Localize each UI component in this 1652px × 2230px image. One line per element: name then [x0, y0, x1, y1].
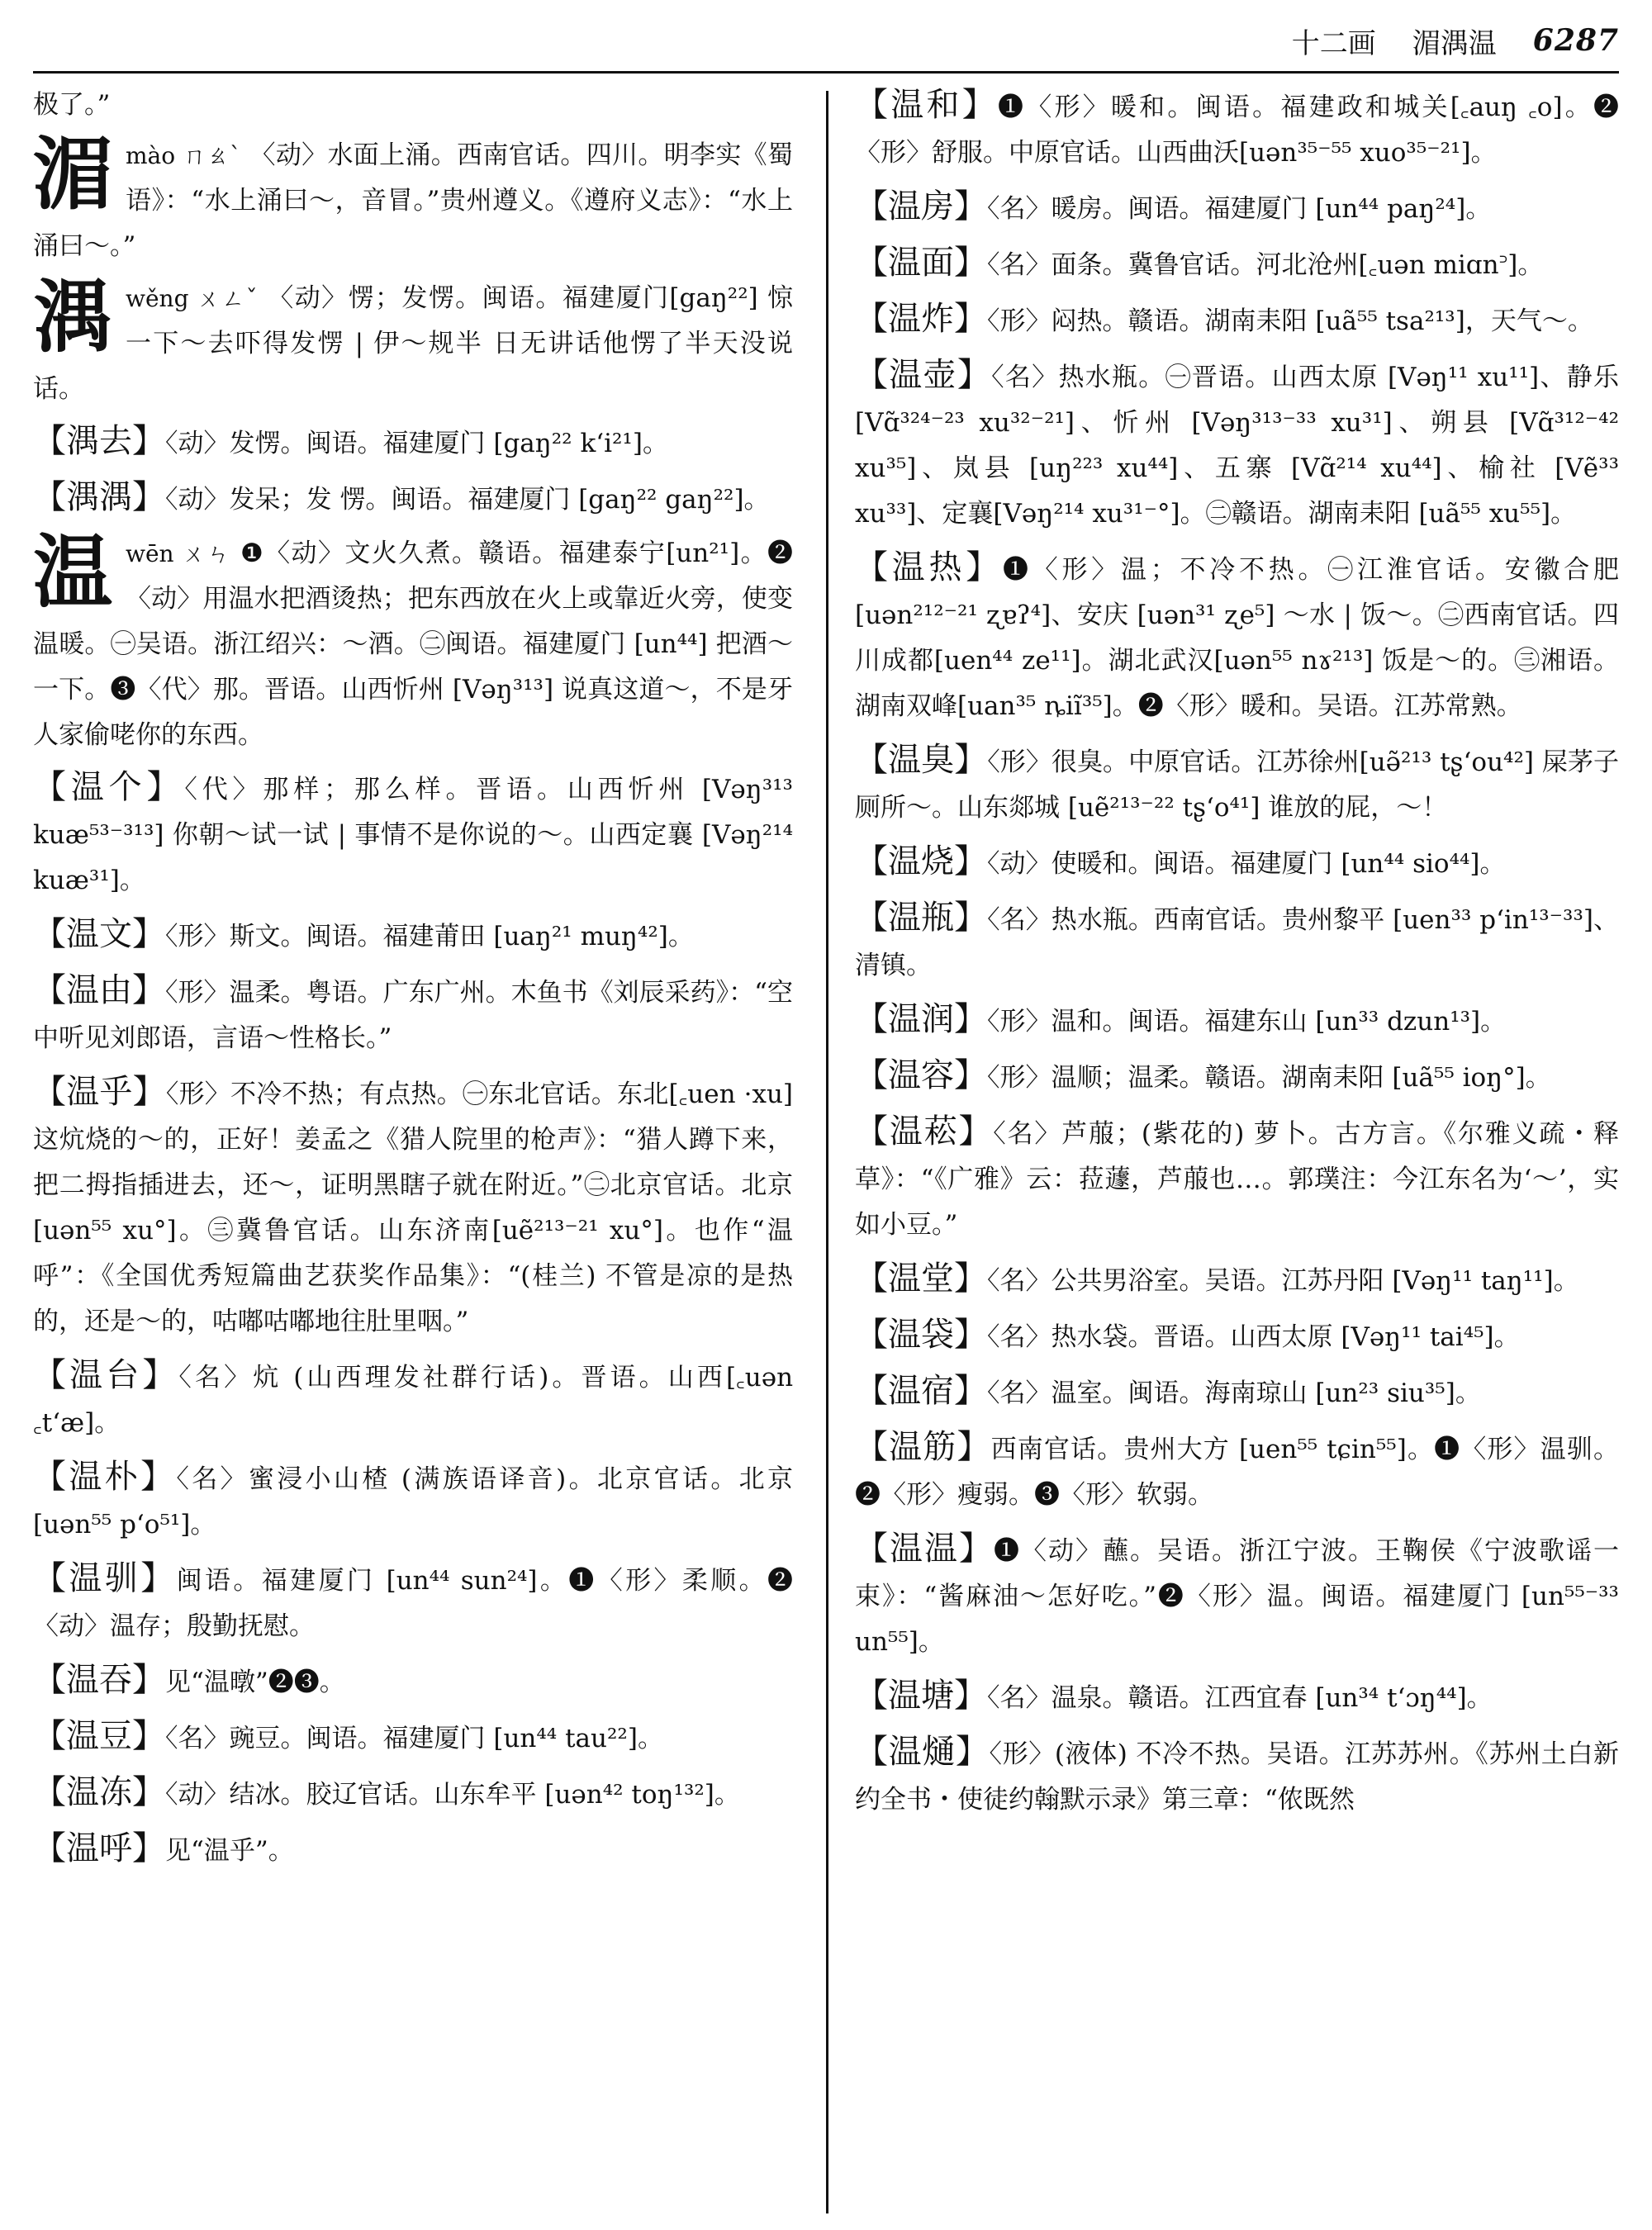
entry-body: 〈动〉使暖和。闽语。福建厦门 [un⁴⁴ sio⁴⁴]。	[987, 849, 1506, 879]
entry-term: 温堂	[888, 1260, 954, 1298]
entry-body: 〈名〉温泉。赣语。江西宜春 [un³⁴ t‘ɔŋ⁴⁴]。	[987, 1683, 1493, 1713]
dictionary-entry: 【温吞】见“温暾”❷❸。	[33, 1661, 345, 1699]
dictionary-entry: 【温熥】〈形〉(液体) 不冷不热。吴语。江苏苏州。《苏州土白新约全书・使徒约翰默示录》第三章：“侬既然	[855, 1733, 1620, 1815]
entry-term: 温容	[888, 1056, 954, 1094]
headword-pron: wēn ㄨㄣ	[126, 540, 231, 567]
entry-term: 温面	[888, 244, 954, 282]
dictionary-entry: 【温堂】〈名〉公共男浴室。吴语。江苏丹阳 [Vəŋ¹¹ taŋ¹¹]。	[855, 1260, 1579, 1298]
entry-body: 〈名〉热水瓶。㊀晋语。山西太原 [Vəŋ¹¹ xu¹¹]、静乐 [Vɑ̃³²⁴⁻²³ xu³²⁻²¹]、忻州 [Vəŋ³¹³⁻³³ xu³¹]、朔县 [Vɑ̃³¹²⁻⁴² xu³⁵]、岚县 [uŋ²²³ xu⁴⁴]、五寨 [Vɑ̃²¹⁴ xu⁴⁴]、榆社 [Vẽ³³ xu³³]、定襄[Vəŋ²¹⁴ xu³¹⁻°]。㊁赣语。湖南耒阳 [uã⁵⁵ xu⁵⁵]。	[855, 363, 1619, 529]
entry-term: 温菘	[889, 1113, 959, 1151]
entry-body: 〈形〉斯文。闽语。福建莆田 [uaŋ²¹ muŋ⁴²]。	[165, 922, 694, 951]
dictionary-entry: 【温菘】〈名〉芦菔；(紫花的) 萝卜。古方言。《尔雅义疏・释草》：“《广雅》云：菈蘧，芦菔也…。郭璞注：今江东名为‘～’，实如小豆。”	[855, 1113, 1620, 1240]
dictionary-entry: 【温塘】〈名〉温泉。赣语。江西宜春 [un³⁴ t‘ɔŋ⁴⁴]。	[855, 1677, 1493, 1715]
dictionary-entry: 【温房】〈名〉暖房。闽语。福建厦门 [un⁴⁴ paŋ²⁴]。	[855, 187, 1492, 225]
dictionary-entry: 【温宿】〈名〉温室。闽语。海南琼山 [un²³ siu³⁵]。	[855, 1372, 1481, 1410]
dictionary-entry: 【温个】〈代〉那样；那么样。晋语。山西忻州 [Vəŋ³¹³ kuæ⁵³⁻³¹³] 你朝～试一试 | 事情不是你说的～。山西定襄 [Vəŋ²¹⁴ kuæ³¹]。	[33, 768, 793, 895]
headword-definition: 〈动〉愣；发愣。闽语。福建厦门[gaŋ²²] 惊一下～去吓得发愣 | 伊～规半 日无讲话他愣了半天没说话。	[33, 283, 793, 404]
left-column	[33, 83, 793, 1882]
entry-body: 西南官话。贵州大方 [uen⁵⁵ tɕin⁵⁵]。❶〈形〉温驯。❷〈形〉瘦弱。❸〈形〉软弱。	[855, 1435, 1620, 1510]
entry-body: 〈名〉公共男浴室。吴语。江苏丹阳 [Vəŋ¹¹ taŋ¹¹]。	[987, 1266, 1579, 1296]
entry-term: 温臭	[888, 741, 955, 779]
header-section: 十二画	[1291, 26, 1376, 60]
dictionary-entry: 【温朴】〈名〉蜜浸小山楂 (满族语译音)。北京官话。北京 [uən⁵⁵ p‘o⁵¹]。	[33, 1458, 794, 1540]
dictionary-entry: 【温驯】闽语。福建厦门 [un⁴⁴ sun²⁴]。❶〈形〉柔顺。❷〈动〉温存；殷勤抚慰。	[33, 1559, 794, 1641]
entry-term: 温个	[70, 768, 147, 806]
dictionary-entry: 【温润】〈形〉温和。闽语。福建东山 [un³³ dzun¹³]。	[855, 1000, 1507, 1038]
entry-body: 〈形〉温柔。粤语。广东广州。木鱼书《刘辰采药》：“空中听见刘郎语，言语～性格长。”	[33, 978, 794, 1053]
dictionary-entry: 【湡去】〈动〉发愣。闽语。福建厦门 [gaŋ²² k‘i²¹]。	[33, 422, 668, 460]
entry-body: ❶〈动〉蘸。吴语。浙江宁波。王鞠侯《宁波歌谣一束》：“酱麻油～怎好吃。”❷〈形〉温。闽语。福建厦门 [un⁵⁵⁻³³ un⁵⁵]。	[855, 1536, 1619, 1657]
entry-term: 温由	[66, 971, 133, 1009]
headword-wen	[33, 525, 793, 758]
headword-mao	[33, 127, 793, 269]
continuation-text: 极了。”	[33, 90, 111, 120]
entry-term: 温冻	[66, 1773, 132, 1811]
entry-term: 温朴	[69, 1458, 141, 1496]
dictionary-entry: 【湡湡】〈动〉发呆；发 愣。闽语。福建厦门 [gaŋ²² gaŋ²²]。	[33, 478, 770, 516]
entry-body: 〈名〉豌豆。闽语。福建厦门 [un⁴⁴ tau²²]。	[165, 1724, 663, 1753]
entry-term: 温和	[890, 86, 962, 124]
dictionary-entry: 【温筋】西南官话。贵州大方 [uen⁵⁵ tɕin⁵⁵]。❶〈形〉温驯。❷〈形〉瘦弱。❸〈形〉软弱。	[855, 1428, 1620, 1510]
dictionary-entry: 【温容】〈形〉温顺；温柔。赣语。湖南耒阳 [uã⁵⁵ ioŋ°]。	[855, 1056, 1551, 1094]
entry-body: 〈名〉芦菔；(紫花的) 萝卜。古方言。《尔雅义疏・释草》：“《广雅》云：菈蘧，芦菔也…。郭璞注：今江东名为‘～’，实如小豆。”	[855, 1119, 1620, 1240]
dictionary-entry: 【温臭】〈形〉很臭。中原官话。江苏徐州[uə̃²¹³ tʂ‘ou⁴²] 屎茅子厕所～。山东郯城 [uẽ²¹³⁻²² tʂ‘o⁴¹] 谁放的屁，～！	[855, 741, 1620, 823]
entry-body: 〈形〉不冷不热；有点热。㊀东北官话。东北[꜀uen ·xu] 这炕烧的～的，正好！姜孟之《猎人院里的枪声》：“猎人蹲下来，把二拇指插进去，还～，证明黑瞎子就在附近。”㊁北京官话。北京[uən⁵⁵ xu°]。㊂冀鲁官话。山东济南[uẽ²¹³⁻²¹ xu°]。也作“温呼”：《全国优秀短篇曲艺获奖作品集》：“(桂兰) 不管是凉的是热的，还是～的，咕嘟咕嘟地往肚里咽。”	[33, 1079, 794, 1336]
entry-body: 〈名〉热水瓶。西南官话。贵州黎平 [uen³³ p‘in¹³⁻³³]、清镇。	[855, 905, 1620, 980]
dictionary-entry: 【温瓶】〈名〉热水瓶。西南官话。贵州黎平 [uen³³ p‘in¹³⁻³³]、清镇。	[855, 899, 1620, 980]
entry-term: 温塘	[888, 1677, 954, 1715]
header-rule	[33, 71, 1619, 74]
entry-term: 温驯	[69, 1559, 141, 1597]
entry-body: ❶〈形〉暖和。闽语。福建政和城关[꜀auŋ ꜀o]。❷〈形〉舒服。中原官话。山西曲沃[uən³⁵⁻⁵⁵ xuo³⁵⁻²¹]。	[855, 93, 1620, 168]
entry-term: 温吞	[66, 1661, 132, 1699]
entry-body: 〈形〉(液体) 不冷不热。吴语。江苏苏州。《苏州土白新约全书・使徒约翰默示录》第三章：“侬既然	[855, 1739, 1620, 1815]
headword-pron: wěng ㄨㄥˇ	[126, 285, 259, 312]
entry-body: 见“温暾”❷❸。	[165, 1668, 345, 1697]
entry-body: 〈动〉发呆；发 愣。闽语。福建厦门 [gaŋ²² gaŋ²²]。	[165, 485, 770, 515]
entry-term: 温瓶	[888, 899, 955, 937]
header-chars: 湄湡温	[1412, 26, 1497, 60]
entry-term: 温熥	[888, 1733, 956, 1771]
headword-char: 湄	[33, 127, 112, 221]
entry-term: 温袋	[888, 1316, 954, 1354]
dictionary-entry: 【温冻】〈动〉结冰。胶辽官话。山东牟平 [uən⁴² toŋ¹³²]。	[33, 1773, 740, 1811]
entry-term: 温热	[891, 548, 966, 586]
entry-term: 温筋	[889, 1428, 957, 1466]
dictionary-entry: 【温炸】〈形〉闷热。赣语。湖南耒阳 [uã⁵⁵ tsa²¹³]，天气～。	[855, 300, 1593, 338]
headword-char: 湡	[33, 270, 112, 363]
entry-term: 温烧	[888, 842, 954, 880]
entry-body: 〈形〉温和。闽语。福建东山 [un³³ dzun¹³]。	[987, 1007, 1507, 1037]
dictionary-entry: 【温和】❶〈形〉暖和。闽语。福建政和城关[꜀auŋ ꜀o]。❷〈形〉舒服。中原官话。山西曲沃[uən³⁵⁻⁵⁵ xuo³⁵⁻²¹]。	[855, 86, 1620, 168]
dictionary-entry: 【温台】〈名〉炕 (山西理发社群行话)。晋语。山西[꜀uən ꜀t‘æ]。	[33, 1356, 794, 1438]
entry-term: 温温	[890, 1530, 959, 1568]
entry-body: 〈名〉暖房。闽语。福建厦门 [un⁴⁴ paŋ²⁴]。	[987, 194, 1492, 224]
entry-body: 见“温乎”。	[165, 1836, 294, 1866]
entry-term: 温乎	[66, 1073, 133, 1111]
entry-term: 温润	[888, 1000, 954, 1038]
dictionary-entry: 【温呼】见“温乎”。	[33, 1829, 294, 1867]
headword-char: 温	[33, 525, 112, 619]
dictionary-entry: 【温面】〈名〉面条。冀鲁官话。河北沧州[꜀uən miɑn꜄]。	[855, 244, 1544, 282]
headword-definition: ❶〈动〉文火久煮。赣语。福建泰宁[un²¹]。❷〈动〉用温水把酒烫热；把东西放在火上或靠近火旁，使变温暖。㊀吴语。浙江绍兴：～酒。㊁闽语。福建厦门 [un⁴⁴] 把酒～一下。❸〈代〉那。晋语。山西忻州 [Vəŋ³¹³] 说真这道～，不是牙人家偷咾你的东西。	[33, 539, 793, 750]
entry-term: 温台	[69, 1356, 143, 1394]
dictionary-entry: 【温温】❶〈动〉蘸。吴语。浙江宁波。王鞠侯《宁波歌谣一束》：“酱麻油～怎好吃。”❷〈形〉温。闽语。福建厦门 [un⁵⁵⁻³³ un⁵⁵]。	[855, 1530, 1619, 1657]
entry-term: 温房	[888, 187, 954, 225]
entry-term: 温豆	[66, 1717, 132, 1755]
entry-term: 湡湡	[66, 478, 132, 516]
entry-term: 湡去	[66, 422, 132, 460]
dictionary-entry: 【温文】〈形〉斯文。闽语。福建莆田 [uaŋ²¹ muŋ⁴²]。	[33, 915, 694, 953]
right-column	[855, 83, 1619, 1831]
entry-body: 〈名〉面条。冀鲁官话。河北沧州[꜀uən miɑn꜄]。	[987, 250, 1544, 280]
dictionary-entry: 【温壶】〈名〉热水瓶。㊀晋语。山西太原 [Vəŋ¹¹ xu¹¹]、静乐 [Vɑ̃³²⁴⁻²³ xu³²⁻²¹]、忻州 [Vəŋ³¹³⁻³³ xu³¹]、朔县 [Vɑ̃³¹²⁻⁴² xu³⁵]、岚县 [uŋ²²³ xu⁴⁴]、五寨 [Vɑ̃²¹⁴ xu⁴⁴]、榆社 [Vẽ³³ xu³³]、定襄[Vəŋ²¹⁴ xu³¹⁻°]。㊁赣语。湖南耒阳 [uã⁵⁵ xu⁵⁵]。	[855, 356, 1619, 529]
entry-term: 温文	[66, 915, 132, 953]
entry-term: 温炸	[888, 300, 954, 338]
dictionary-entry: 【温烧】〈动〉使暖和。闽语。福建厦门 [un⁴⁴ sio⁴⁴]。	[855, 842, 1506, 880]
entry-term: 温宿	[888, 1372, 954, 1410]
entry-term: 温呼	[66, 1829, 132, 1867]
page-number: 6287	[1532, 23, 1619, 58]
entry-body: 〈名〉温室。闽语。海南琼山 [un²³ siu³⁵]。	[987, 1378, 1481, 1408]
column-divider	[826, 91, 828, 2213]
dictionary-entry: 【温由】〈形〉温柔。粤语。广东广州。木鱼书《刘辰采药》：“空中听见刘郎语，言语～性格长。”	[33, 971, 794, 1053]
entry-body: ❶〈形〉温；不冷不热。㊀江淮官话。安徽合肥[uən²¹²⁻²¹ ʐɐʔ⁴]、安庆 [uən³¹ ʐe⁵] ～水 | 饭～。㊁西南官话。四川成都[uen⁴⁴ ze¹¹]。湖北武汉[uən⁵⁵ nɤ²¹³] 饭是～的。㊂湘语。湖南双峰[uan³⁵ ȵiĩ³⁵]。❷〈形〉暖和。吴语。江苏常熟。	[855, 555, 1619, 721]
headword-weng	[33, 270, 793, 412]
entry-body: 〈名〉蜜浸小山楂 (满族语译音)。北京官话。北京 [uən⁵⁵ p‘o⁵¹]。	[33, 1464, 794, 1540]
entry-body: 〈代〉那样；那么样。晋语。山西忻州 [Vəŋ³¹³ kuæ⁵³⁻³¹³] 你朝～试一试 | 事情不是你说的～。山西定襄 [Vəŋ²¹⁴ kuæ³¹]。	[33, 775, 793, 895]
entry-body: 〈形〉闷热。赣语。湖南耒阳 [uã⁵⁵ tsa²¹³]，天气～。	[987, 306, 1593, 336]
entry-body: 闽语。福建厦门 [un⁴⁴ sun²⁴]。❶〈形〉柔顺。❷〈动〉温存；殷勤抚慰。	[33, 1566, 794, 1641]
entry-body: 〈动〉发愣。闽语。福建厦门 [gaŋ²² k‘i²¹]。	[165, 429, 668, 458]
page-header	[33, 12, 1619, 69]
entry-term: 温壶	[889, 356, 957, 394]
headword-definition: 〈动〉水面上涌。西南官话。四川。明李实《蜀语》：“水上涌曰～，音冒。”贵州遵义。《遵府义志》：“水上涌曰～。”	[33, 140, 793, 261]
entry-body: 〈名〉热水袋。晋语。山西太原 [Vəŋ¹¹ tai⁴⁵]。	[987, 1322, 1520, 1352]
dictionary-entry: 【温乎】〈形〉不冷不热；有点热。㊀东北官话。东北[꜀uen ·xu] 这炕烧的～的，正好！姜孟之《猎人院里的枪声》：“猎人蹲下来，把二拇指插进去，还～，证明黑瞎子就在附近。”㊁北京官话。北京[uən⁵⁵ xu°]。㊂冀鲁官话。山东济南[uẽ²¹³⁻²¹ xu°]。也作“温呼”：《全国优秀短篇曲艺获奖作品集》：“(桂兰) 不管是凉的是热的，还是～的，咕嘟咕嘟地往肚里咽。”	[33, 1073, 794, 1336]
entry-body: 〈形〉温顺；温柔。赣语。湖南耒阳 [uã⁵⁵ ioŋ°]。	[987, 1063, 1551, 1093]
dictionary-entry: 【温热】❶〈形〉温；不冷不热。㊀江淮官话。安徽合肥[uən²¹²⁻²¹ ʐɐʔ⁴]、安庆 [uən³¹ ʐe⁵] ～水 | 饭～。㊁西南官话。四川成都[uen⁴⁴ ze¹¹]。湖北武汉[uən⁵⁵ nɤ²¹³] 饭是～的。㊂湘语。湖南双峰[uan³⁵ ȵiĩ³⁵]。❷〈形〉暖和。吴语。江苏常熟。	[855, 548, 1619, 721]
entry-body: 〈形〉很臭。中原官话。江苏徐州[uə̃²¹³ tʂ‘ou⁴²] 屎茅子厕所～。山东郯城 [uẽ²¹³⁻²² tʂ‘o⁴¹] 谁放的屁，～！	[855, 747, 1620, 823]
entry-body: 〈动〉结冰。胶辽官话。山东牟平 [uən⁴² toŋ¹³²]。	[165, 1780, 740, 1810]
dictionary-entry: 【温袋】〈名〉热水袋。晋语。山西太原 [Vəŋ¹¹ tai⁴⁵]。	[855, 1316, 1520, 1354]
dictionary-entry: 【温豆】〈名〉豌豆。闽语。福建厦门 [un⁴⁴ tau²²]。	[33, 1717, 663, 1755]
entry-body: 〈名〉炕 (山西理发社群行话)。晋语。山西[꜀uən ꜀t‘æ]。	[33, 1363, 794, 1438]
headword-pron: mào ㄇㄠˋ	[126, 142, 242, 169]
